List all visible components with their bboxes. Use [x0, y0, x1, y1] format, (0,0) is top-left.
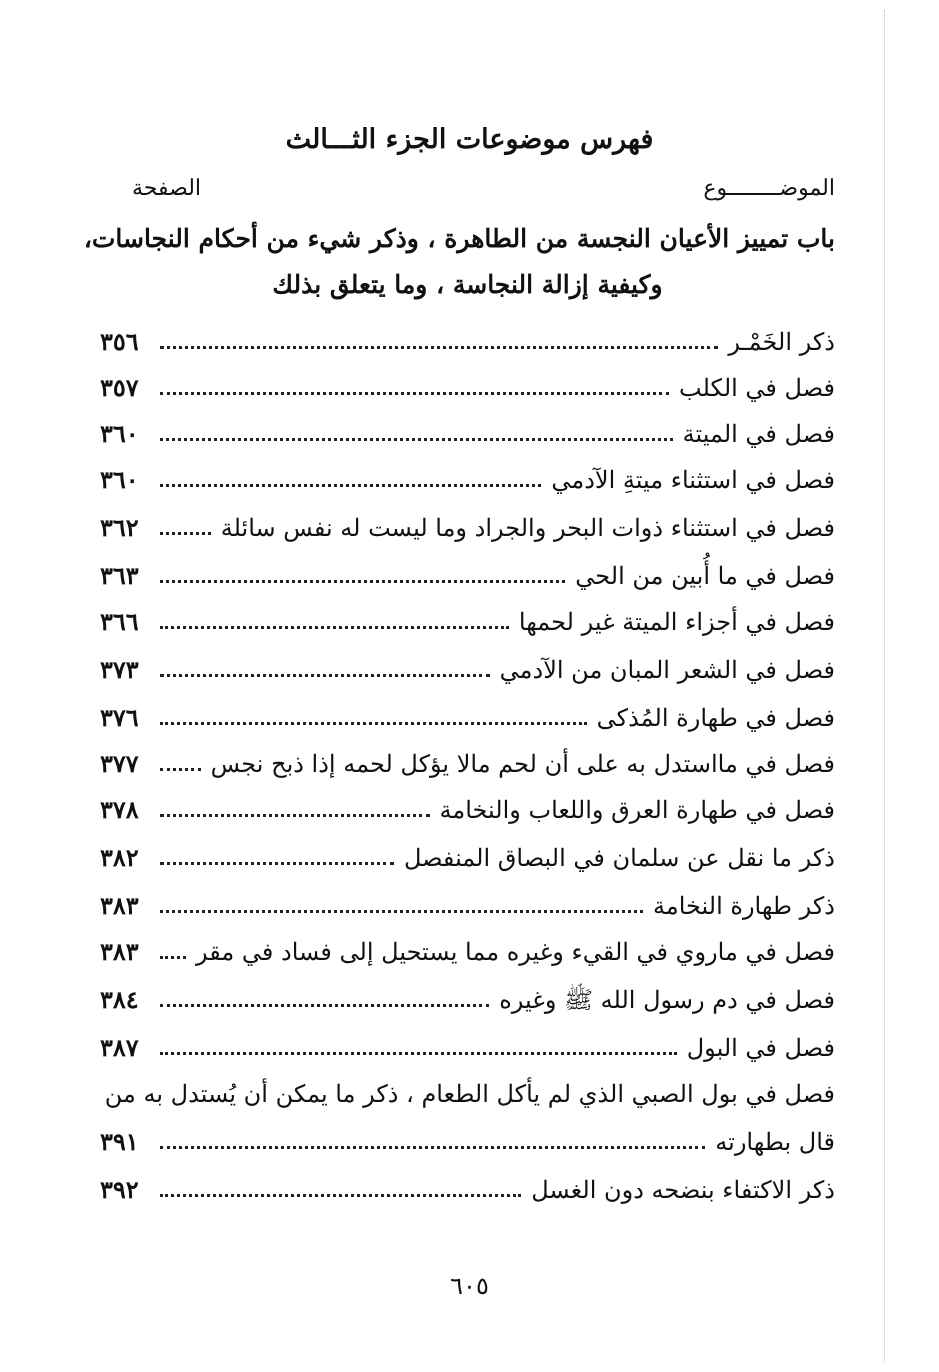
toc-entry-title-line-1: فصل في بول الصبي الذي لم يأكل الطعام ، ذكر ما يمكن أن يُستدل به من	[104, 1080, 835, 1108]
toc-entry-page: ٣٩٢	[100, 1175, 139, 1204]
toc-entry-title: ذكر ما نقل عن سلمان في البصاق المنفصل	[403, 844, 835, 872]
toc-entry-title: فصل في استثناء ذوات البحر والجراد وما ليست له نفس سائلة	[220, 514, 835, 542]
page-column-header: الصفحة	[132, 176, 202, 201]
toc-entry-page: ٣٨٧	[100, 1033, 139, 1062]
toc-entry	[100, 364, 835, 404]
toc-entry-title: فصل في الشعر المبان من الآدمي	[499, 656, 835, 684]
leader-dots	[160, 862, 394, 865]
toc-entry-page: ٣٦٣	[100, 561, 139, 590]
leader-dots	[160, 956, 186, 959]
page-number: ٦٠٥	[450, 1272, 489, 1300]
toc-entry-title: ذكر الاكتفاء بنضحه دون الغسل	[531, 1176, 835, 1204]
leader-dots	[160, 1004, 489, 1007]
toc-entry-wrapped	[100, 1118, 835, 1158]
toc-entry-title: فصل في استثناء ميتةِ الآدمي	[551, 466, 835, 494]
toc-entry-title: فصل في مااستدل به على أن لحم مالا يؤكل لحمه إذا ذبح نجس	[210, 750, 835, 778]
toc-entry-page: ٣٧٨	[100, 795, 139, 824]
toc-entry-title: فصل في ما أُبين من الحي	[575, 562, 835, 590]
toc-entry	[100, 456, 835, 496]
leader-dots	[160, 674, 490, 677]
toc-entry-page: ٣٦٢	[100, 513, 139, 542]
toc-entry-page: ٣٦٠	[100, 419, 139, 448]
leader-dots	[160, 768, 201, 771]
leader-dots	[160, 722, 587, 725]
toc-entry	[100, 646, 835, 686]
toc-entry-title: ذكر طهارة النخامة	[652, 892, 835, 920]
toc-entry	[100, 834, 835, 874]
toc-entry-page: ٣٧٧	[100, 749, 139, 778]
toc-entry-page: ٣٨٣	[100, 937, 139, 966]
leader-dots	[160, 1052, 677, 1055]
toc-entry-page: ٣٧٣	[100, 655, 139, 684]
toc-entry	[100, 928, 835, 968]
leader-dots	[160, 346, 718, 349]
toc-entry	[100, 882, 835, 922]
toc-entry	[100, 410, 835, 450]
toc-entry	[100, 976, 835, 1016]
toc-entry-title: فصل في أجزاء الميتة غير لحمها	[518, 608, 835, 636]
toc-entry-title: فصل في الميتة	[682, 420, 835, 448]
toc-entry-page: ٣٥٦	[100, 327, 139, 356]
toc-entry	[100, 598, 835, 638]
toc-entry	[100, 740, 835, 780]
toc-entry-page: ٣٦٦	[100, 607, 139, 636]
toc-entry	[100, 1166, 835, 1206]
toc-entry-page: ٣٥٧	[100, 373, 139, 402]
toc-entry-title: فصل في دم رسول الله ﷺ وغيره	[499, 986, 835, 1014]
leader-dots	[160, 532, 211, 535]
leader-dots	[160, 438, 673, 441]
toc-entry	[100, 318, 835, 358]
toc-entry	[100, 694, 835, 734]
toc-entry-title: ذكر الخَمْـر	[728, 328, 835, 356]
toc-entry	[100, 1024, 835, 1064]
leader-dots	[160, 814, 430, 817]
toc-entry	[100, 552, 835, 592]
topic-column-header: الموضــــــــوع	[703, 176, 835, 201]
toc-entry-page: ٣٩١	[100, 1127, 139, 1156]
chapter-heading-line-2: وكيفية إزالة النجاسة ، وما يتعلق بذلك	[272, 270, 663, 299]
page-title: فهرس موضوعات الجزء الثـــالث	[285, 124, 654, 155]
toc-entry-title: فصل في البول	[686, 1034, 835, 1062]
toc-entry-page: ٣٨٣	[100, 891, 139, 920]
toc-entry-title: فصل في طهارة المُذكى	[596, 704, 835, 732]
toc-entry-page: ٣٦٠	[100, 465, 139, 494]
leader-dots	[160, 626, 509, 629]
leader-dots	[160, 484, 541, 487]
leader-dots	[160, 580, 565, 583]
toc-entry	[100, 786, 835, 826]
toc-entry-title: فصل في ماروي في القيء وغيره مما يستحيل إلى فساد في مقر	[196, 938, 835, 966]
toc-entry-page: ٣٧٦	[100, 703, 139, 732]
toc-entry-title: فصل في طهارة العرق واللعاب والنخامة	[439, 796, 835, 824]
toc-entry-page: ٣٨٤	[100, 985, 139, 1014]
leader-dots	[160, 392, 669, 395]
toc-entry	[100, 504, 835, 544]
toc-entry-title: فصل في الكلب	[679, 374, 835, 402]
leader-dots	[160, 1146, 705, 1149]
toc-entry-page: ٣٨٢	[100, 843, 139, 872]
toc-entry-title-line-2: قال بطهارته	[715, 1128, 835, 1156]
leader-dots	[160, 1194, 521, 1197]
chapter-heading-line-1: باب تمييز الأعيان النجسة من الطاهرة ، وذكر شيء من أحكام النجاسات،	[83, 224, 835, 253]
leader-dots	[160, 910, 643, 913]
